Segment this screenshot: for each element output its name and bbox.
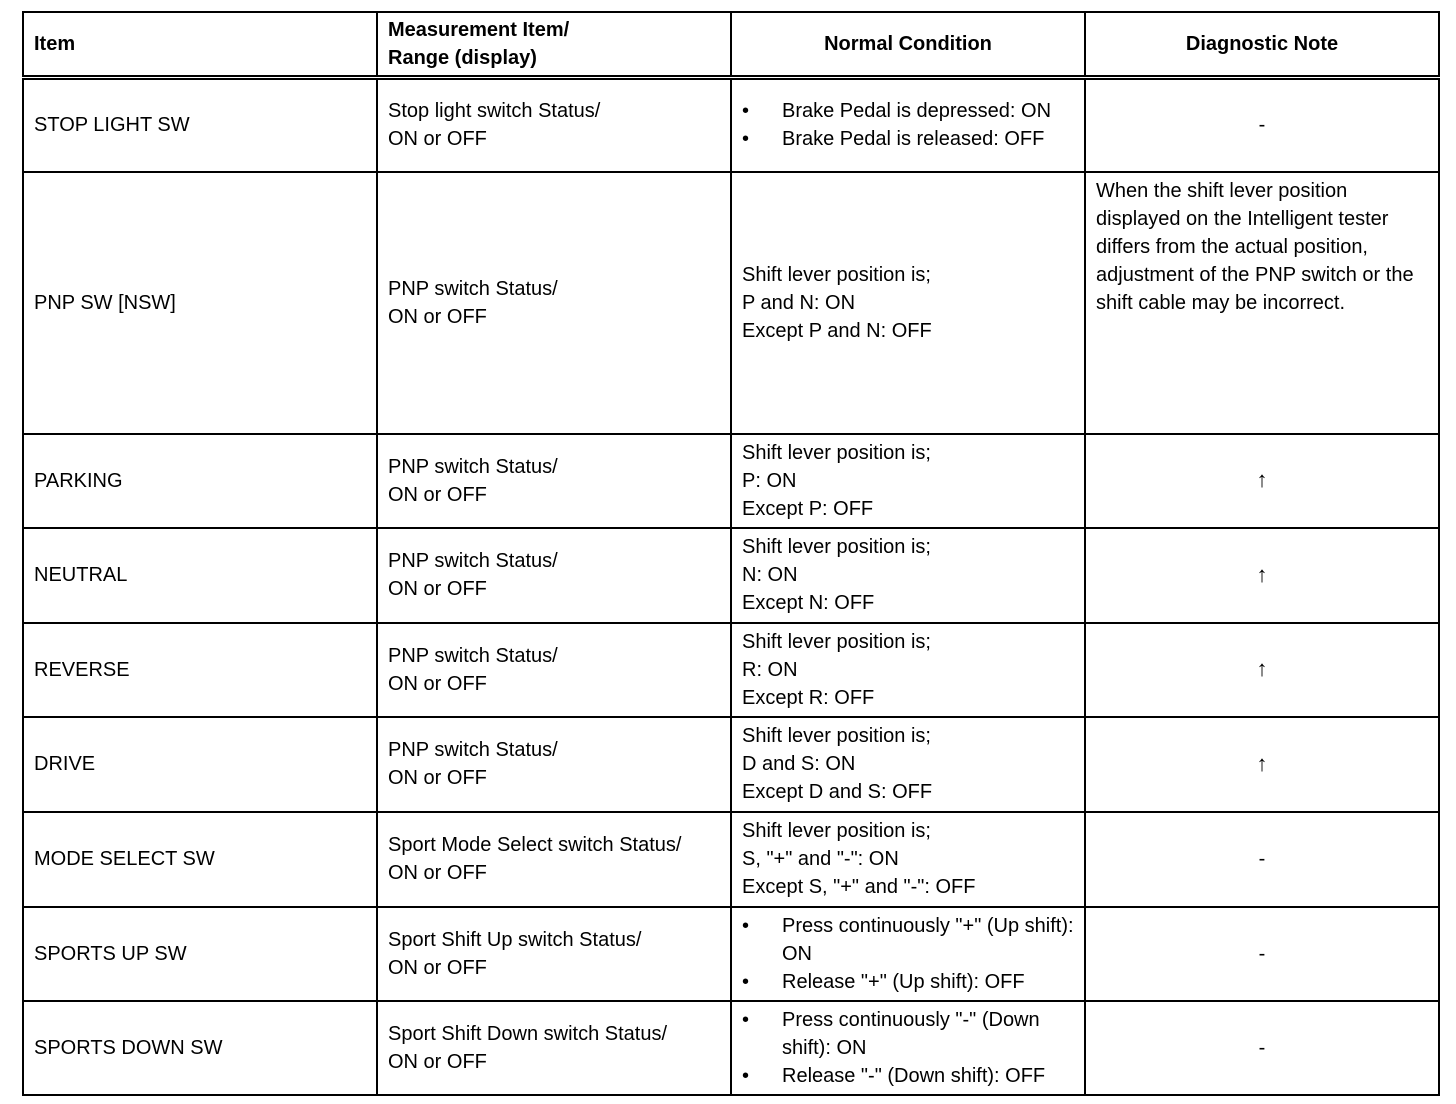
normal-condition-cell xyxy=(731,78,1085,172)
measurement-cell: Sport Mode Select switch Status/ ON or OFF xyxy=(377,812,731,907)
table-row xyxy=(23,1001,1439,1095)
table-row xyxy=(23,623,1439,717)
list-item: • Brake Pedal is depressed: ON xyxy=(742,97,1074,125)
item-cell: SPORTS UP SW xyxy=(23,907,377,1001)
diagnostic-note-cell xyxy=(1085,623,1439,717)
header-measurement-line1: Measurement Item/ xyxy=(388,19,570,41)
diagnostic-note-cell xyxy=(1085,717,1439,812)
diagnostic-note-cell: - xyxy=(1085,812,1439,907)
up-arrow-icon: ↑ xyxy=(1256,750,1268,776)
table-row xyxy=(23,172,1439,434)
measurement-cell: PNP switch Status/ ON or OFF xyxy=(377,528,731,623)
item-cell: MODE SELECT SW xyxy=(23,812,377,907)
table-header xyxy=(23,12,1439,78)
item-cell: NEUTRAL xyxy=(23,528,377,623)
table-row xyxy=(23,528,1439,623)
header-measurement xyxy=(377,12,731,78)
normal-condition-cell: Shift lever position is; N: ON Except N: OFF xyxy=(731,528,1085,623)
table-row xyxy=(23,907,1439,1001)
measurement-cell: PNP switch Status/ ON or OFF xyxy=(377,717,731,812)
header-diagnostic-note: Diagnostic Note xyxy=(1085,12,1439,78)
list-item: • Release "-" (Down shift): OFF xyxy=(742,1062,1074,1090)
diagnostic-note-cell: - xyxy=(1085,907,1439,1001)
data-monitor-table xyxy=(22,11,1440,1096)
header-item: Item xyxy=(23,12,377,78)
measurement-cell: Sport Shift Up switch Status/ ON or OFF xyxy=(377,907,731,1001)
diagnostic-note-cell: When the shift lever position displayed on the Intelligent tester differs from the actual position, adjustment of the PNP switch or the shift cable may be incorrect. xyxy=(1085,172,1439,434)
item-cell: DRIVE xyxy=(23,717,377,812)
table-row xyxy=(23,78,1439,172)
list-item: • Press continuously "-" (Down shift): ON xyxy=(742,1006,1074,1062)
measurement-cell: PNP switch Status/ ON or OFF xyxy=(377,434,731,528)
bullet-icon: • xyxy=(742,1064,750,1087)
list-item: • Press continuously "+" (Up shift): ON xyxy=(742,912,1074,968)
table-row xyxy=(23,717,1439,812)
condition-list xyxy=(742,1006,1074,1090)
header-row xyxy=(23,12,1439,78)
diagnostic-note-cell xyxy=(1085,528,1439,623)
normal-condition-cell: Shift lever position is; P and N: ON Except P and N: OFF xyxy=(731,172,1085,434)
normal-condition-cell xyxy=(731,907,1085,1001)
condition-list xyxy=(742,912,1074,996)
bullet-icon: • xyxy=(742,128,750,151)
measurement-cell: Stop light switch Status/ ON or OFF xyxy=(377,78,731,172)
list-item: • Brake Pedal is released: OFF xyxy=(742,125,1074,153)
measurement-cell: PNP switch Status/ ON or OFF xyxy=(377,623,731,717)
item-cell: PARKING xyxy=(23,434,377,528)
list-item: • Release "+" (Up shift): OFF xyxy=(742,968,1074,996)
bullet-icon: • xyxy=(742,914,750,937)
header-measurement-line2: Range (display) xyxy=(388,47,537,69)
item-cell: REVERSE xyxy=(23,623,377,717)
normal-condition-cell: Shift lever position is; D and S: ON Except D and S: OFF xyxy=(731,717,1085,812)
condition-list xyxy=(742,97,1074,153)
up-arrow-icon: ↑ xyxy=(1256,656,1268,681)
item-cell: PNP SW [NSW] xyxy=(23,172,377,434)
measurement-cell: Sport Shift Down switch Status/ ON or OFF xyxy=(377,1001,731,1095)
measurement-cell: PNP switch Status/ ON or OFF xyxy=(377,172,731,434)
item-cell: SPORTS DOWN SW xyxy=(23,1001,377,1095)
diagnostic-note-cell: - xyxy=(1085,78,1439,172)
bullet-icon: • xyxy=(742,970,750,993)
table-body xyxy=(23,78,1439,1095)
bullet-icon: • xyxy=(742,1008,750,1031)
normal-condition-cell: Shift lever position is; P: ON Except P: OFF xyxy=(731,434,1085,528)
up-arrow-icon: ↑ xyxy=(1256,561,1268,587)
normal-condition-cell: Shift lever position is; R: ON Except R: OFF xyxy=(731,623,1085,717)
header-normal-condition: Normal Condition xyxy=(731,12,1085,78)
diagnostic-note-cell xyxy=(1085,434,1439,528)
diagnostic-note-cell: - xyxy=(1085,1001,1439,1095)
normal-condition-cell xyxy=(731,1001,1085,1095)
table-row xyxy=(23,434,1439,528)
bullet-icon: • xyxy=(742,100,750,123)
up-arrow-icon: ↑ xyxy=(1256,467,1268,492)
item-cell: STOP LIGHT SW xyxy=(23,78,377,172)
normal-condition-cell: Shift lever position is; S, "+" and "-": ON Except S, "+" and "-": OFF xyxy=(731,812,1085,907)
table-row xyxy=(23,812,1439,907)
